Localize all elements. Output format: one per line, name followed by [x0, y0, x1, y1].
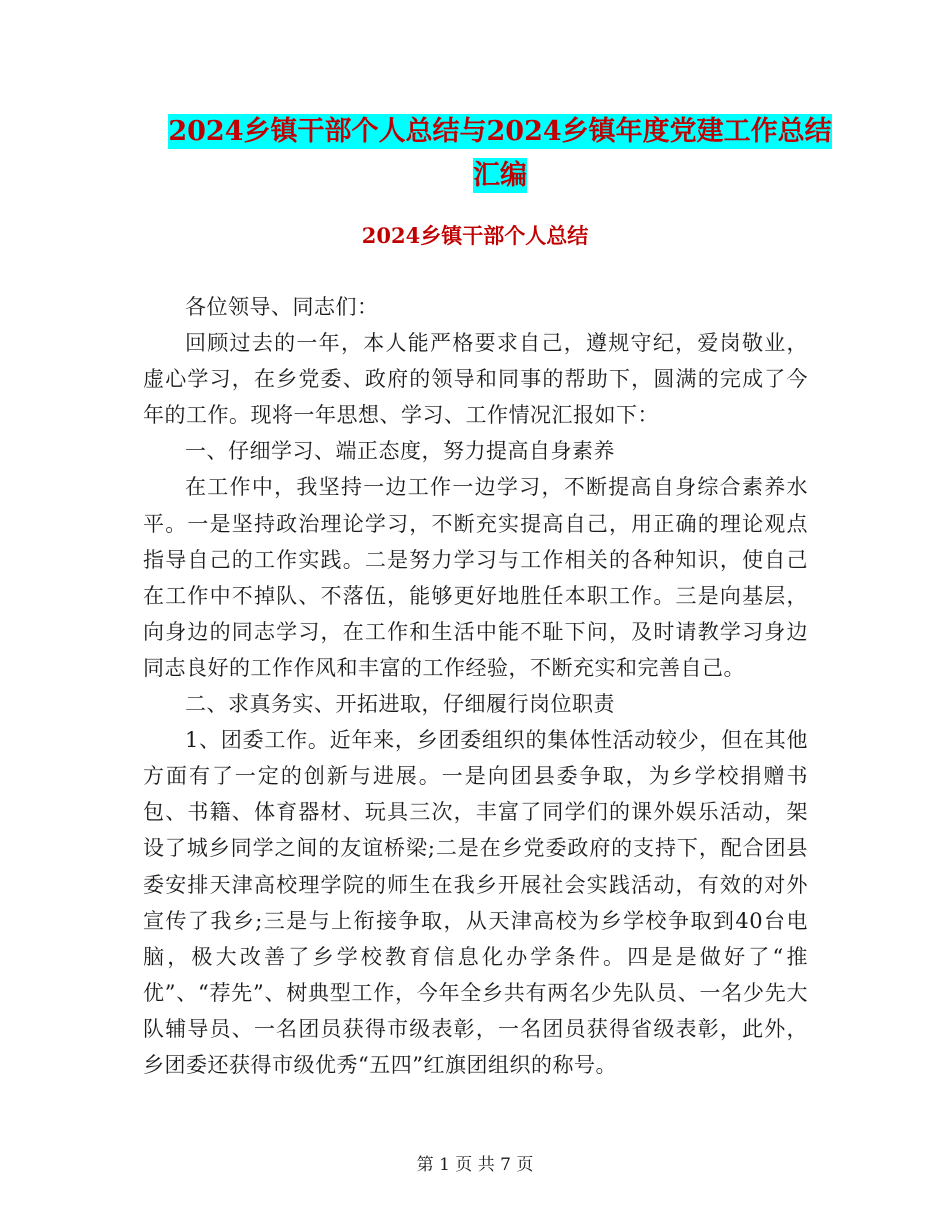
- title-line-1: 2024乡镇干部个人总结与2024乡镇年度党建工作总结: [168, 116, 832, 147]
- heading-section-1: 一、仔细学习、端正态度，努力提高自身素养: [185, 439, 615, 464]
- document-title: [140, 110, 860, 198]
- paragraph-section-1: 在工作中，我坚持一边工作一边学习，不断提高自身综合素养水平。一是坚持政治理论学习，不断充实提高自己，用正确的理论观点指导自己的工作实践。二是努力学习与工作相关的各种知识，使自己在工作中不掉队、不落伍，能够更好地胜任本职工作。三是向基层，向身边的同志学习，在工作和生活中能不耻下问，及时请教学习身边同志良好的工作作风和丰富的工作经验，不断充实和完善自己。: [143, 475, 808, 680]
- page-footer: 第 1 页 共 7 页: [416, 1155, 534, 1175]
- heading-section-2: 二、求真务实、开拓进取，仔细履行岗位职责: [185, 692, 615, 717]
- paragraph-intro: 回顾过去的一年，本人能严格要求自己，遵规守纪，爱岗敬业，虚心学习，在乡党委、政府的领导和同事的帮助下，圆满的完成了今年的工作。现将一年思想、学习、工作情况汇报如下：: [143, 331, 808, 428]
- title-line-2: 汇编: [473, 160, 527, 191]
- paragraph-youth-league: 1、团委工作。近年来，乡团委组织的集体性活动较少，但在其他方面有了一定的创新与进展。一是向团县委争取，为乡学校捐赠书包、书籍、体育器材、玩具三次，丰富了同学们的课外娱乐活动，架设了城乡同学之间的友谊桥梁;二是在乡党委政府的支持下，配合团县委安排天津高校理学院的师生在我乡开展社会实践活动，有效的对外宣传了我乡;三是与上衔接争取，从天津高校为乡学校争取到40台电脑，极大改善了乡学校教育信息化办学条件。四是是做好了“推优”、“荐先”、树典型工作，今年全乡共有两名少先队员、一名少先大队辅导员、一名团员获得市级表彰，一名团员获得省级表彰，此外，乡团委还获得市级优秀“五四”红旗团组织的称号。: [143, 728, 808, 1077]
- body-text: [143, 289, 808, 1083]
- paragraph-greeting: 各位领导、同志们：: [185, 295, 379, 319]
- section-title: 2024乡镇干部个人总结: [361, 223, 589, 248]
